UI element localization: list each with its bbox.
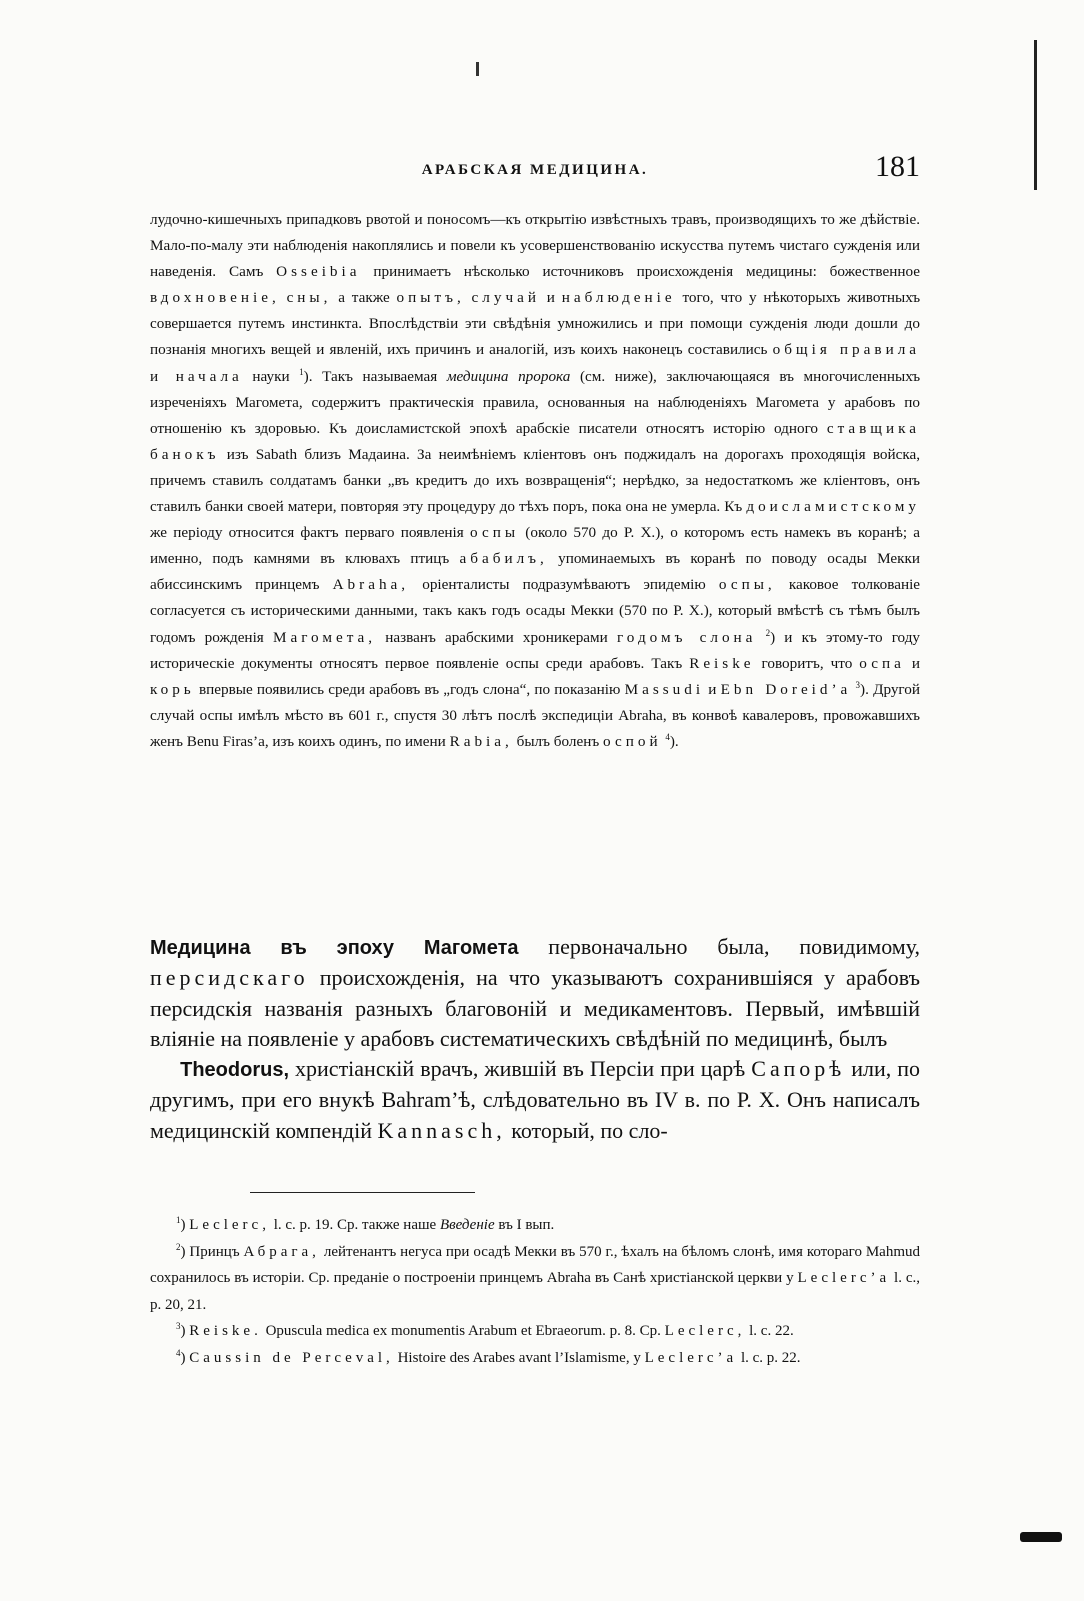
spaced-name: Abraha, — [332, 576, 410, 594]
text: говоритъ, что — [761, 654, 853, 672]
text: названъ арабскими хроникерами — [385, 628, 608, 646]
spaced-term: ставщика банокъ — [150, 419, 921, 463]
italic-term: медицина пророка — [446, 367, 571, 385]
text: же періоду относится фактъ перваго появленія — [150, 524, 464, 542]
scan-mark — [1020, 1532, 1062, 1542]
page-number: 181 — [875, 150, 920, 183]
spaced-term: случай — [471, 289, 540, 307]
footnote-ref: 4 — [665, 731, 670, 742]
text: ). Такъ называемая — [303, 367, 438, 385]
spaced-name: Massudi — [624, 680, 705, 698]
spaced-name: Сапорѣ — [751, 1056, 846, 1082]
footnote-ref: 2 — [765, 627, 771, 638]
spaced-name: Rabia, — [449, 732, 513, 750]
spaced-term: вдохновеніе, — [150, 289, 280, 307]
text: (см. ниже), заключающаяся въ многочисленныхъ изреченіяхъ Магомета, содержитъ практическія правила, основанныя на наблюденіяхъ Магомета у арабовъ по отношенію къ здоровью. Къ доисламистской эпохѣ арабскіе писатели относятъ исторію одного — [150, 367, 921, 437]
spaced-name: Kannasch, — [377, 1117, 506, 1143]
spaced-name: Leclerc, — [664, 1323, 746, 1339]
footnote-1: $^1$) Leclerc, l. c. p. 19. Ср. также наше Введеніе въ I вып. — [176, 1215, 555, 1233]
footnotes — [150, 1212, 920, 1371]
spaced-term: оспы — [470, 524, 520, 542]
spaced-name: Caussin de Perceval, — [189, 1349, 394, 1366]
spaced-term: оспа — [859, 654, 905, 672]
text: ). — [669, 732, 679, 750]
spaced-name: Osseibia — [276, 263, 361, 281]
text: первоначально была, повидимому, — [548, 934, 920, 959]
text: l. c. p. 22. — [740, 1349, 801, 1366]
text: и — [546, 289, 555, 307]
spaced-name: Leclerc, — [189, 1217, 270, 1233]
text: христіанскій врачъ, жившій въ Персіи при царѣ — [295, 1056, 746, 1082]
spaced-term: опытъ, — [396, 289, 465, 307]
spaced-term: персидскаго — [150, 965, 309, 991]
text: того, что у нѣкоторыхъ животныхъ совершается путемъ инстинкта. Впослѣдствіи эти свѣдѣнія умножились и при помощи сужденія люди дошли до познанія многихъ вещей и явленій, ихъ причинъ и аналогій, изъ коихъ наконецъ составились — [150, 289, 921, 359]
footnote-mark: 4 — [176, 1347, 181, 1358]
italic-term: Введеніе — [439, 1217, 495, 1233]
spaced-term: корь — [150, 680, 195, 698]
text: лудочно-кишечныхъ припадковъ рвотой и поносомъ—къ открытію извѣстныхъ травъ, производящихъ то же дѣйствіе. Мало-по-малу эти наблюденія накоплялись и повели къ усовершенствованію искусства путемъ чистаго сужденія или наведенія. Самъ — [150, 211, 920, 281]
text: близъ Мадаина. За неимѣніемъ кліентовъ онъ поджидалъ на дорогахъ проходящія войска, причемъ ставилъ солдатамъ банки „въ кредитъ до ихъ возвращенія“; нерѣдко, за недостаткомъ же кліентовъ, онъ ставилъ банки своей матери, повторяя эту процедуру до тѣхъ поръ, пока она не умерла. Къ — [150, 445, 921, 516]
text: l. c. 22. — [749, 1323, 794, 1339]
text: а также — [338, 289, 390, 307]
spaced-term: наблюденіе — [561, 289, 676, 307]
text: каковое толкованіе согласуется съ историческими данными, такъ какъ годъ осады Мекки (570 по Р. Х.), который вмѣстѣ съ тѣмъ былъ годомъ рожденія — [150, 576, 921, 646]
paragraph — [150, 207, 920, 755]
footnote-4: $^4$) Caussin de Perceval, Histoire des Arabes avant l’Islamisme, у Leclerc’a l. c. p. 22. — [176, 1347, 801, 1366]
spaced-name: Ebn Doreid’a — [720, 680, 852, 698]
text: Принцъ — [189, 1243, 240, 1260]
section-lead: Theodorus, — [180, 1059, 289, 1082]
text: изъ — [226, 445, 249, 463]
paragraph — [150, 1054, 920, 1146]
text: былъ боленъ — [516, 732, 600, 750]
text: (около 570 до Р. Х.), о которомъ есть намекъ въ коранѣ; а именно, подъ камнями въ клювахъ птицъ — [150, 524, 921, 568]
footnote-ref: 1 — [299, 366, 304, 377]
spaced-term: сны, — [286, 289, 332, 307]
text: или, по другимъ, при его внукѣ Bahram’ѣ, слѣдовательно въ IV в. по Р. Х. Онъ написалъ медицинскій компендій — [150, 1056, 921, 1143]
running-header — [150, 150, 920, 186]
text: Histoire des Arabes avant l’Islamisme, у — [397, 1349, 641, 1366]
text: науки — [252, 367, 290, 385]
spaced-term: оспы, — [718, 576, 776, 594]
footnote-mark: 1 — [176, 1215, 181, 1225]
text: упоминаемыхъ въ коранѣ по поводу осады Мекки абиссинскимъ принцемъ — [150, 550, 920, 594]
running-title: АРАБСКАЯ МЕДИЦИНА. — [421, 162, 649, 178]
text: лейтенантъ негуса при осадѣ Мекки въ 570 г., ѣхалъ на бѣломъ слонѣ, имя котораго Mahmud сохранилось въ исторіи. Ср. преданіе о построеніи принцемъ Abraha въ Санѣ христіанской церкви у — [150, 1243, 921, 1286]
text: принимаетъ нѣсколько источниковъ происхожденія медицины: божественное — [373, 263, 920, 281]
section-text — [150, 932, 920, 1146]
place-name: Sabath — [255, 445, 298, 463]
spaced-name: Leclerc’a — [797, 1270, 891, 1286]
section-lead: Медицина въ эпоху Магомета — [150, 937, 519, 959]
spaced-name: Reiske. — [189, 1323, 262, 1339]
spaced-name: Магомета, — [272, 628, 377, 646]
footnote-mark: 3 — [176, 1321, 181, 1331]
paragraph — [150, 932, 920, 1054]
text: впервые появились среди арабовъ въ „годъ слона“, по показанію — [198, 680, 621, 698]
spaced-term: абабилъ, — [459, 550, 548, 568]
spaced-term: общія правила и начала — [150, 341, 921, 385]
body-text — [150, 207, 920, 755]
footnote-2: $^2$) Принцъ Абрага, лейтенантъ негуса при осадѣ Мекки въ 570 г., ѣхалъ на бѣломъ слонѣ, имя котораго Mahmud сохранилось въ исторіи. Ср. преданіе о построеніи принцемъ Abraha въ Санѣ христіанской церкви у Leclerc’a l. c., p. 20, 21. — [150, 1241, 921, 1313]
text: который, по сло- — [511, 1117, 668, 1143]
text: l. c., p. 20, 21. — [150, 1270, 921, 1313]
footnote-ref: 3 — [855, 679, 861, 690]
footnote-rule — [250, 1192, 475, 1193]
footnote-mark: 2 — [176, 1241, 181, 1252]
spaced-term: оспой — [603, 732, 662, 750]
footnote-3: $^3$) Reiske. Opuscula medica ex monumentis Arabum et Ebraeorum. p. 8. Ср. Leclerc, l. c. 22. — [176, 1321, 794, 1339]
text: ) и къ этому-то году историческіе документы относятъ первое появленіе оспы среди арабовъ. Такъ — [150, 628, 921, 672]
text: оріенталисты подразумѣваютъ эпидемію — [422, 576, 706, 594]
spaced-term: годомъ слона — [616, 628, 757, 646]
page-mark — [476, 62, 479, 76]
text: и — [911, 654, 920, 672]
text: происхожденія, на что указываютъ сохранившіяся у арабовъ персидскія названія разныхъ благовоній и медикаментовъ. Первый, имѣвшій вліяніе на появленіе у арабовъ систематическихъ свѣдѣній по медицинѣ, былъ — [150, 965, 920, 1051]
scan-edge-line — [1034, 40, 1037, 190]
text: Opuscula medica ex monumentis Arabum et Ebraeorum. p. 8. Ср. — [265, 1323, 661, 1339]
text: и — [708, 680, 717, 698]
spaced-name: Leclerc’a — [644, 1349, 738, 1366]
text: l. c. p. 19. Ср. также наше — [273, 1217, 437, 1233]
text: въ I вып. — [498, 1217, 555, 1233]
text: ). Другой случай оспы имѣлъ мѣсто въ 601 г., спустя 30 лѣтъ послѣ экспедиціи Abraha, въ конвоѣ кавалеровъ, провожавшихъ женъ Benu Firas’a, изъ коихъ одинъ, по имени — [150, 680, 921, 750]
spaced-name: Reiske — [689, 654, 755, 672]
spaced-name: Абрага, — [243, 1243, 320, 1260]
spaced-term: доисламистскому — [746, 498, 921, 516]
